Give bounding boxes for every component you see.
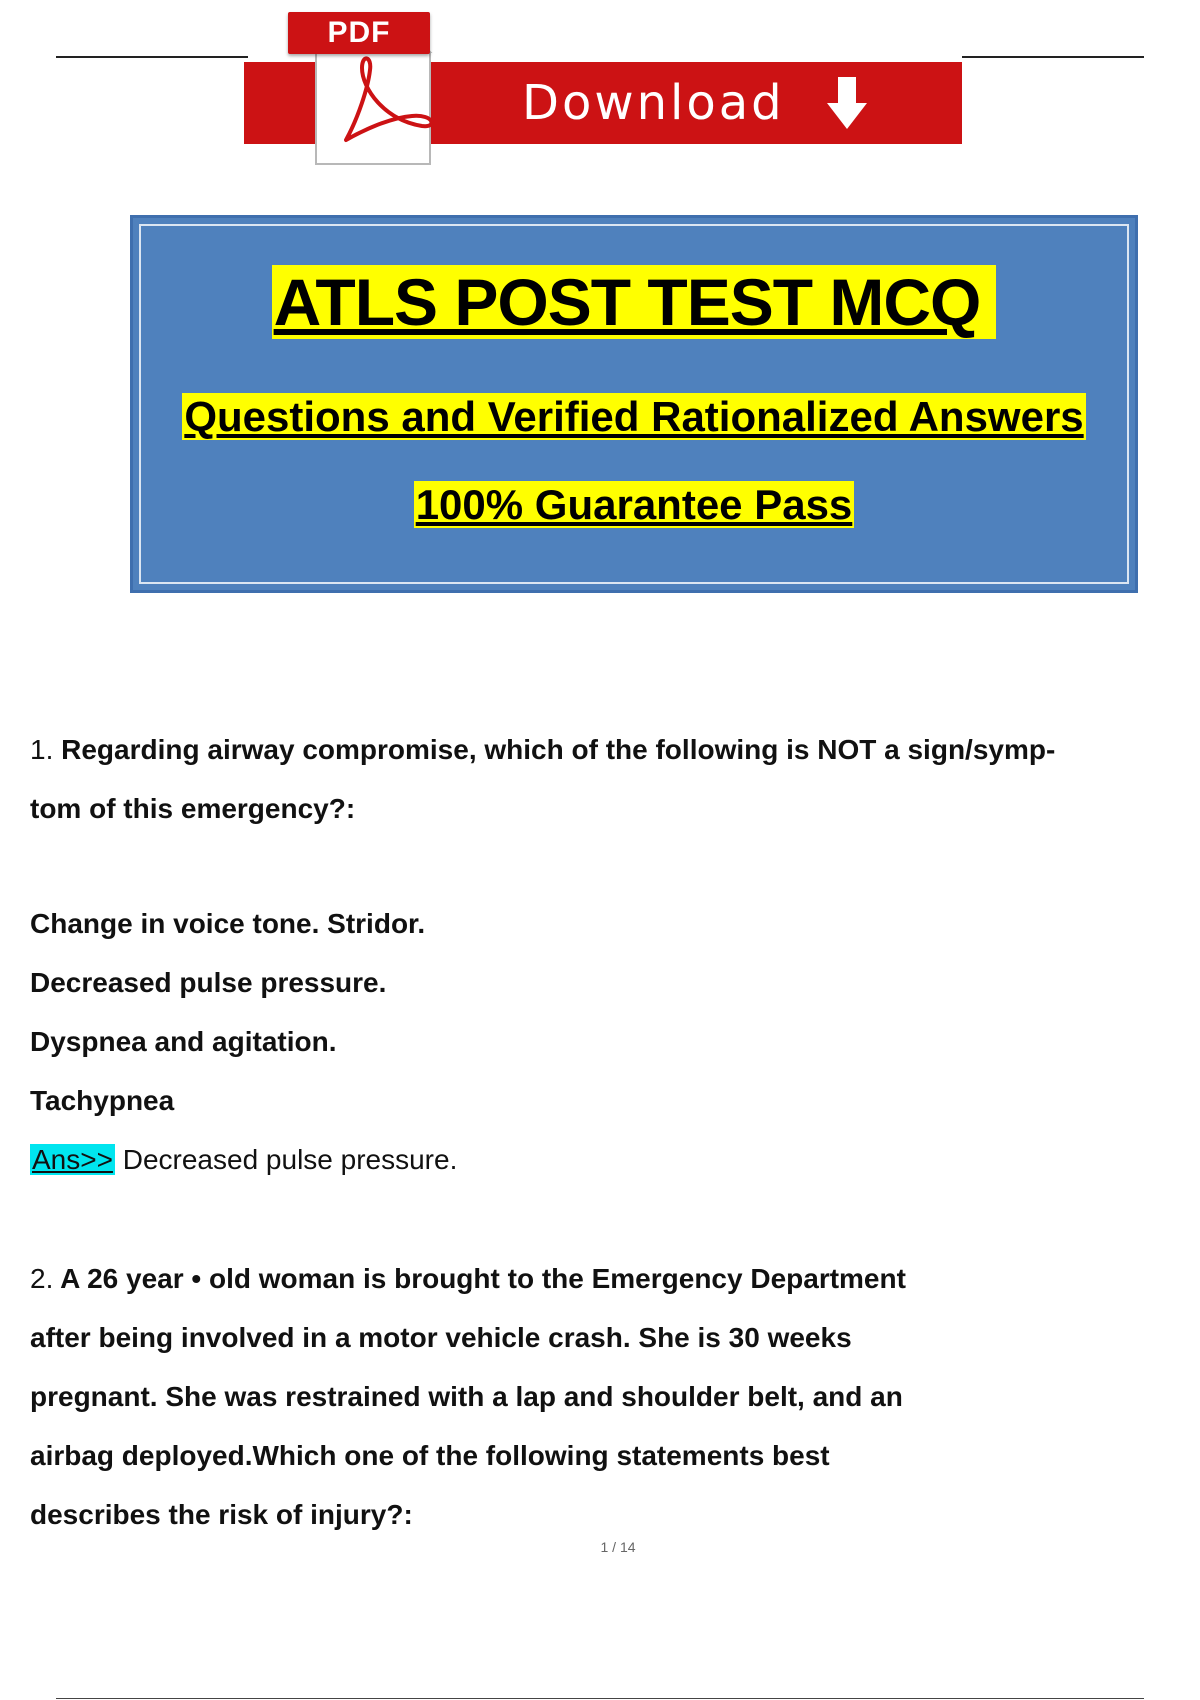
title-box: [130, 215, 1138, 593]
document-subtitle: [133, 388, 1135, 446]
pdf-file-icon: [288, 8, 438, 168]
spacer: [30, 838, 1130, 894]
question-1-line-2: tom of this emergency?:: [30, 793, 356, 824]
document-tagline-text: 100% Guarantee Pass: [415, 481, 853, 528]
question-2-line-2: after being involved in a motor vehicle crash. She is 30 weeks: [30, 1322, 852, 1353]
question-2-line-3: pregnant. She was restrained with a lap and shoulder belt, and an: [30, 1381, 903, 1412]
download-button[interactable]: [522, 70, 869, 136]
top-rule-left: [56, 56, 248, 58]
spacer: [30, 1189, 1130, 1249]
question-1-number: 1.: [30, 734, 54, 765]
answer-tag: Ans>>: [32, 1144, 113, 1175]
pdf-label: PDF: [288, 12, 430, 54]
questions-content: [30, 720, 1130, 1544]
download-arrow-icon: [825, 75, 869, 131]
question-2-text-1: A 26 year • old woman is brought to the Emergency Department: [60, 1263, 906, 1294]
question-1-text-1: Regarding airway compromise, which of the following is NOT a sign/symp-: [61, 734, 1056, 765]
question-2-line-5: describes the risk of injury?:: [30, 1499, 413, 1530]
document-tagline: [133, 476, 1135, 534]
top-rule-right: [962, 56, 1144, 58]
question-1-option-4: Tachypnea: [30, 1085, 175, 1116]
question-1-line-1: [30, 720, 1130, 779]
document-subtitle-text: Questions and Verified Rationalized Answers: [184, 393, 1084, 440]
question-1-answer: [30, 1130, 1130, 1189]
download-label: Download: [522, 75, 785, 131]
question-2-line-4: airbag deployed.Which one of the following statements best: [30, 1440, 830, 1471]
question-1-option-3: Dyspnea and agitation.: [30, 1026, 337, 1057]
question-2-number: 2.: [30, 1263, 54, 1294]
question-1-option-1: Change in voice tone. Stridor.: [30, 908, 426, 939]
document-title-text: ATLS POST TEST MCQ: [272, 265, 997, 339]
document-title: [133, 258, 1135, 346]
question-1-option-2: Decreased pulse pressure.: [30, 967, 387, 998]
download-banner[interactable]: [244, 0, 962, 170]
question-2-line-1: [30, 1249, 1130, 1308]
question-1-answer-text: Decreased pulse pressure.: [122, 1144, 458, 1175]
bottom-rule: [56, 1698, 1144, 1699]
page-indicator: 1 / 14: [600, 1539, 636, 1555]
